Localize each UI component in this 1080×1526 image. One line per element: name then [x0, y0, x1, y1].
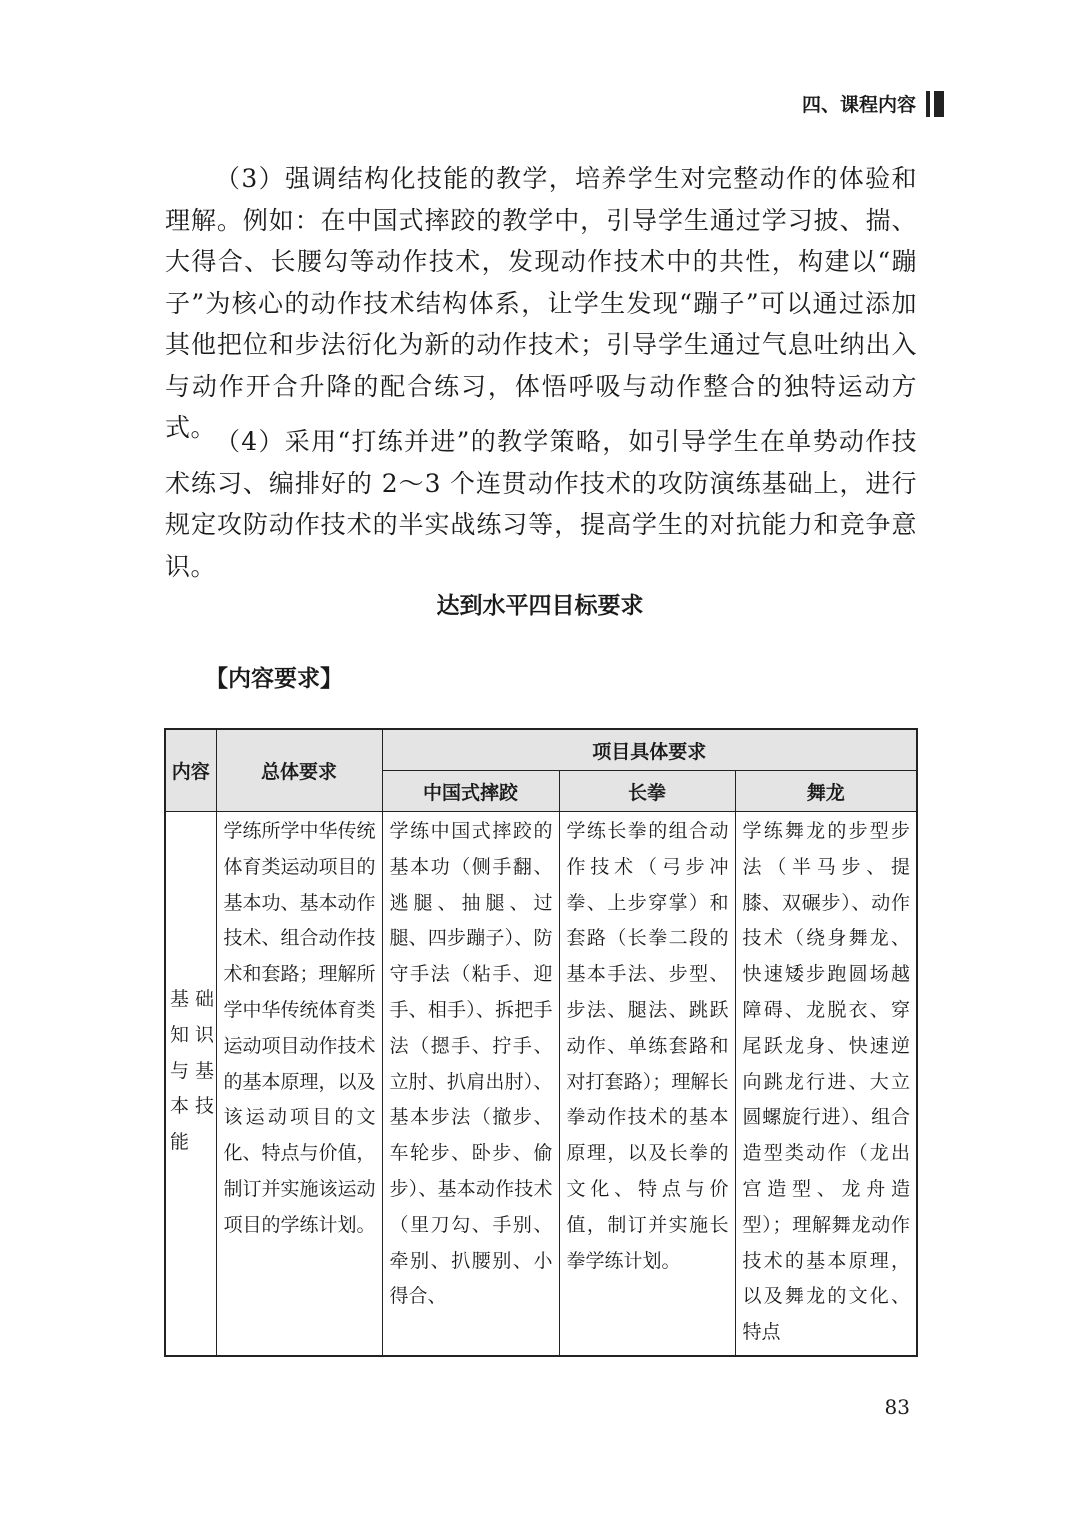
section-title: 达到水平四目标要求: [436, 593, 644, 619]
header-specific: 项目具体要求: [382, 729, 917, 771]
content-label: 基础知识与基本技能: [170, 988, 214, 1154]
header-content: 内容: [165, 729, 216, 812]
header-dragon: 舞龙: [735, 771, 917, 812]
sub-title: 【内容要求】: [205, 666, 343, 692]
header-section-title: 四、课程内容: [801, 94, 916, 116]
header-bar-decoration: [926, 91, 930, 117]
running-header: [802, 90, 944, 117]
header-changquan: 长拳: [559, 771, 735, 812]
cell-general: 学练所学中华传统体育类运动项目的基本功、基本动作技术、组合动作技术和套路；理解所学中华传统体育类运动项目动作技术的基本原理，以及该运动项目的文化、特点与价值，制订并实施该运动项目的学练计划。: [216, 812, 382, 1356]
header-bar-decoration: [934, 91, 944, 117]
header-general: 总体要求: [216, 729, 382, 812]
page-number: 83: [884, 1395, 910, 1419]
paragraph-4: （4）采用“打练并进”的教学策略，如引导学生在单势动作技术练习、编排好的 2～3 个连贯动作技术的攻防演练基础上，进行规定攻防动作技术的半实战练习等，提高学生的对抗能力和竞争意识。: [165, 427, 917, 581]
requirements-table: [164, 728, 918, 1357]
cell-content: [165, 812, 216, 1356]
paragraph-3: （3）强调结构化技能的教学，培养学生对完整动作的体验和理解。例如：在中国式摔跤的教学中，引导学生通过学习披、揣、大得合、长腰勾等动作技术，发现动作技术中的共性，构建以“蹦子”为核心的动作技术结构体系，让学生发现“蹦子”可以通过添加其他把位和步法衍化为新的动作技术；引导学生通过气息吐纳出入与动作开合升降的配合练习，体悟呼吸与动作整合的独特运动方式。: [165, 164, 917, 442]
cell-wrestling: 学练中国式摔跤的基本功（侧手翻、逃腿、抽腿、过腿、四步蹦子）、防守手法（粘手、迎手、相手）、拆把手法（摁手、拧手、立肘、扒肩出肘）、基本步法（撤步、车轮步、卧步、偷步）、基本动作技术（里刀勾、手别、牵别、扒腰别、小得合、: [382, 812, 559, 1356]
cell-dragon: 学练舞龙的步型步法（半马步、提膝、双碾步）、动作技术（绕身舞龙、快速矮步跑圆场越障碍、龙脱衣、穿尾跃龙身、快速逆向跳龙行进、大立圆螺旋行进）、组合造型类动作（龙出宫造型、龙舟造型）；理解舞龙动作技术的基本原理，以及舞龙的文化、特点: [735, 812, 917, 1356]
cell-changquan: 学练长拳的组合动作技术（弓步冲拳、上步穿掌）和套路（长拳二段的基本手法、步型、步法、腿法、跳跃动作、单练套路和对打套路）；理解长拳动作技术的基本原理，以及长拳的文化、特点与价值，制订并实施长拳学练计划。: [559, 812, 735, 1356]
table-row: [165, 812, 917, 1356]
header-wrestling: 中国式摔跤: [382, 771, 559, 812]
